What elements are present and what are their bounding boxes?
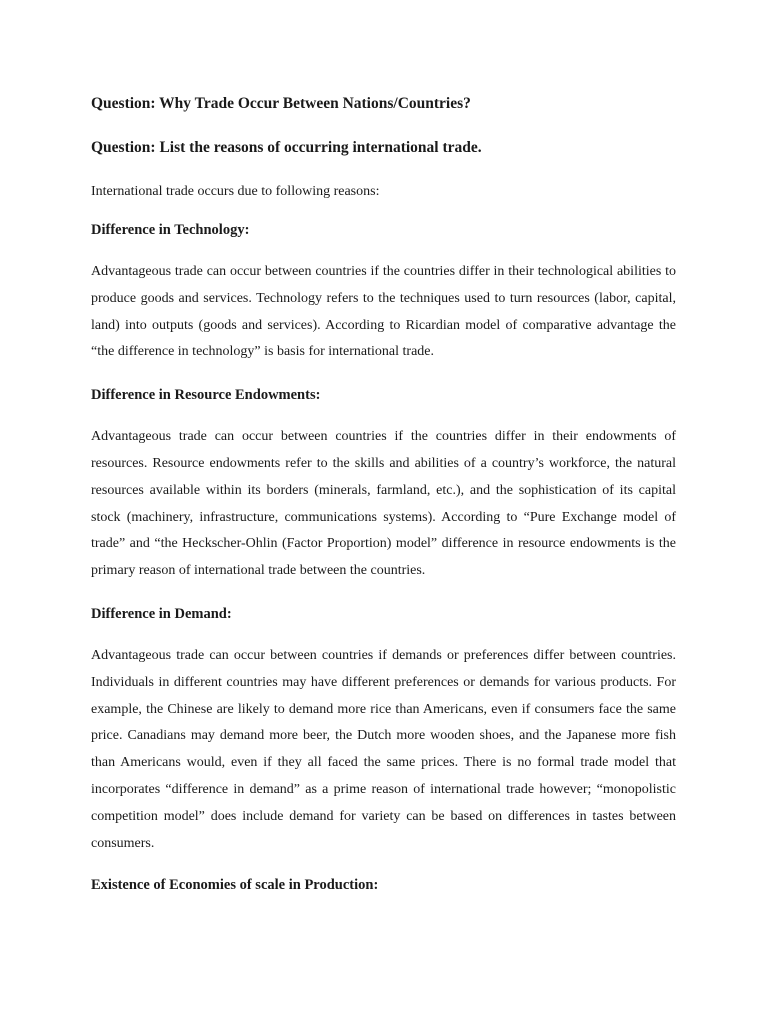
section-body: Advantageous trade can occur between countries if the countries differ in their technological abilities to produce goods and services. Technology refers to the techniques used to turn resources (labor, capital, land) into outputs (goods and services). According to Ricardian model of comparative advantage the “the difference in technology” is basis for international trade. — [91, 264, 676, 360]
section-heading: Difference in Technology: — [91, 222, 250, 238]
section-heading: Existence of Economies of scale in Production: — [91, 877, 379, 894]
question-title-1: Question: Why Trade Occur Between Nations/Countries? — [91, 95, 471, 112]
section-heading: Difference in Demand: — [91, 605, 232, 622]
section-technology — [91, 220, 676, 366]
section-demand — [91, 604, 676, 857]
section-body: Advantageous trade can occur between countries if demands or preferences differ between countries. Individuals in different countries may have different preferences or demands for various products. For example, the Chinese are likely to demand more rice than Americans, even if consumers face the same price. Canadians may demand more beer, the Dutch more wooden shoes, and the Japanese more fish than Americans would, even if they all faced the same prices. There is no formal trade model that incorporates “difference in demand” as a prime reason of international trade however; “monopolistic competition model” does include demand for variety can be based on differences in tastes between consumers. — [91, 647, 676, 851]
intro-text: International trade occurs due to following reasons: — [91, 184, 380, 199]
section-economies-of-scale — [91, 875, 676, 895]
section-body: Advantageous trade can occur between countries if the countries differ in their endowments of resources. Resource endowments refer to the skills and abilities of a country’s workforce, the natural resources available within its borders (minerals, farmland, etc.), and the sophistication of its capital stock (machinery, infrastructure, communications systems). According to “Pure Exchange model of trade” and “the Heckscher-Ohlin (Factor Proportion) model” difference in resource endowments is the primary reason of international trade between the countries. — [91, 429, 676, 579]
section-heading: Difference in Resource Endowments: — [91, 387, 321, 404]
section-resource-endowments — [91, 385, 676, 585]
question-title-2: Question: List the reasons of occurring international trade. — [91, 139, 482, 156]
